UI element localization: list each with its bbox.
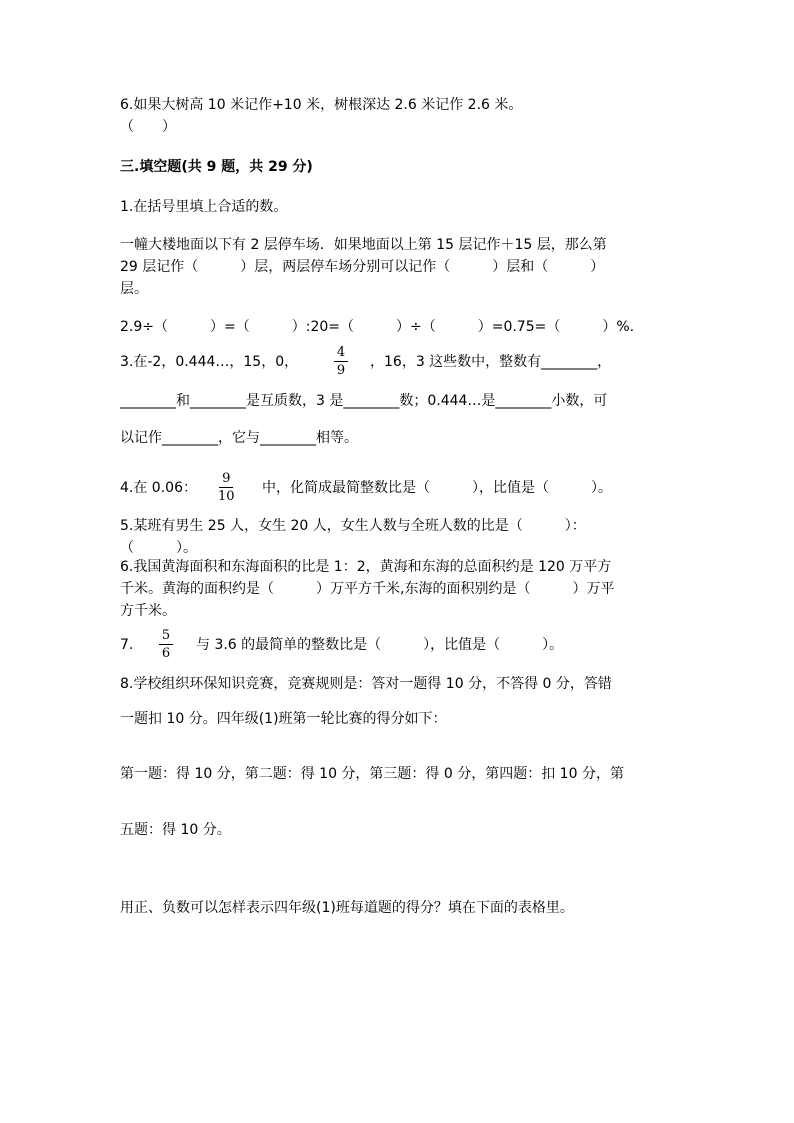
q7-text-b: 与 3.6 的最简单的整数比是（ ），比值是（ ）。 <box>196 637 564 653</box>
q5-line: （ ）。 <box>120 540 197 556</box>
fraction-denominator: 9 <box>336 363 346 378</box>
q8-line: 五题：得 10 分。 <box>120 822 231 838</box>
fraction-bar <box>159 644 173 645</box>
q3-text-b: ，16，3 这些数中，整数有________， <box>370 354 612 370</box>
fraction-denominator: 10 <box>218 489 235 504</box>
q6-line: 千米。黄海的面积约是（ ）万平方千米,东海的面积别约是（ ）万平 <box>120 581 615 597</box>
q4-text-a: 4.在 0.06： <box>120 480 197 496</box>
fraction-denominator: 6 <box>161 646 171 661</box>
section-title: 三.填空题(共 9 题，共 29 分) <box>120 159 313 175</box>
q3-line-2: ________和________是互质数，3 是________数；0.444…是________小数，可 <box>120 393 608 409</box>
q1-line: 一幢大楼地面以下有 2 层停车场．如果地面以上第 15 层记作＋15 层，那么第 <box>120 237 607 253</box>
fraction-numerator: 5 <box>161 628 171 643</box>
fraction-five-sixths <box>159 628 173 661</box>
judge-q6-answer-bracket: （ ） <box>120 119 176 135</box>
fraction-numerator: 4 <box>336 345 346 360</box>
q8-line: 8.学校组织环保知识竞赛，竞赛规则是：答对一题得 10 分，不答得 0 分，答错 <box>120 676 612 692</box>
q1-line: 层。 <box>120 281 148 297</box>
q3-text-a: 3.在-2，0.444…，15，0， <box>120 354 299 370</box>
q1-line: 29 层记作（ ）层，两层停车场分别可以记作（ ）层和（ ） <box>120 259 605 275</box>
q7-number: 7. <box>120 637 134 653</box>
q8-line: 一题扣 10 分。四年级(1)班第一轮比赛的得分如下： <box>120 711 447 727</box>
q8-line: 第一题：得 10 分，第二题：得 10 分，第三题：得 0 分，第四题：扣 10 分，第 <box>120 766 624 782</box>
question-2: 2.9÷（ ）=（ ）:20=（ ）÷（ ）=0.75=（ ）%. <box>120 319 635 335</box>
fraction-nine-tenths <box>218 471 235 504</box>
q6-line: 方千米。 <box>120 603 176 619</box>
q8-instruction: 用正、负数可以怎样表示四年级(1)班每道题的得分？填在下面的表格里。 <box>120 900 574 916</box>
fraction-bar <box>334 361 348 362</box>
fraction-numerator: 9 <box>222 471 231 486</box>
q5-line: 5.某班有男生 25 人，女生 20 人，女生人数与全班人数的比是（ ）： <box>120 518 586 534</box>
q3-line-3: 以记作________，它与________相等。 <box>120 430 358 446</box>
q6-line: 6.我国黄海面积和东海面积的比是 1：2，黄海和东海的总面积约是 120 万平方 <box>120 559 612 575</box>
q4-text-b: 中，化简成最简整数比是（ ），比值是（ ）。 <box>262 480 612 496</box>
q1-heading: 1.在括号里填上合适的数。 <box>120 199 288 215</box>
fraction-four-ninths <box>334 345 348 378</box>
judge-q6-text: 6.如果大树高 10 米记作+10 米，树根深达 2.6 米记作 2.6 米。 <box>120 97 523 113</box>
fraction-bar <box>219 487 233 488</box>
